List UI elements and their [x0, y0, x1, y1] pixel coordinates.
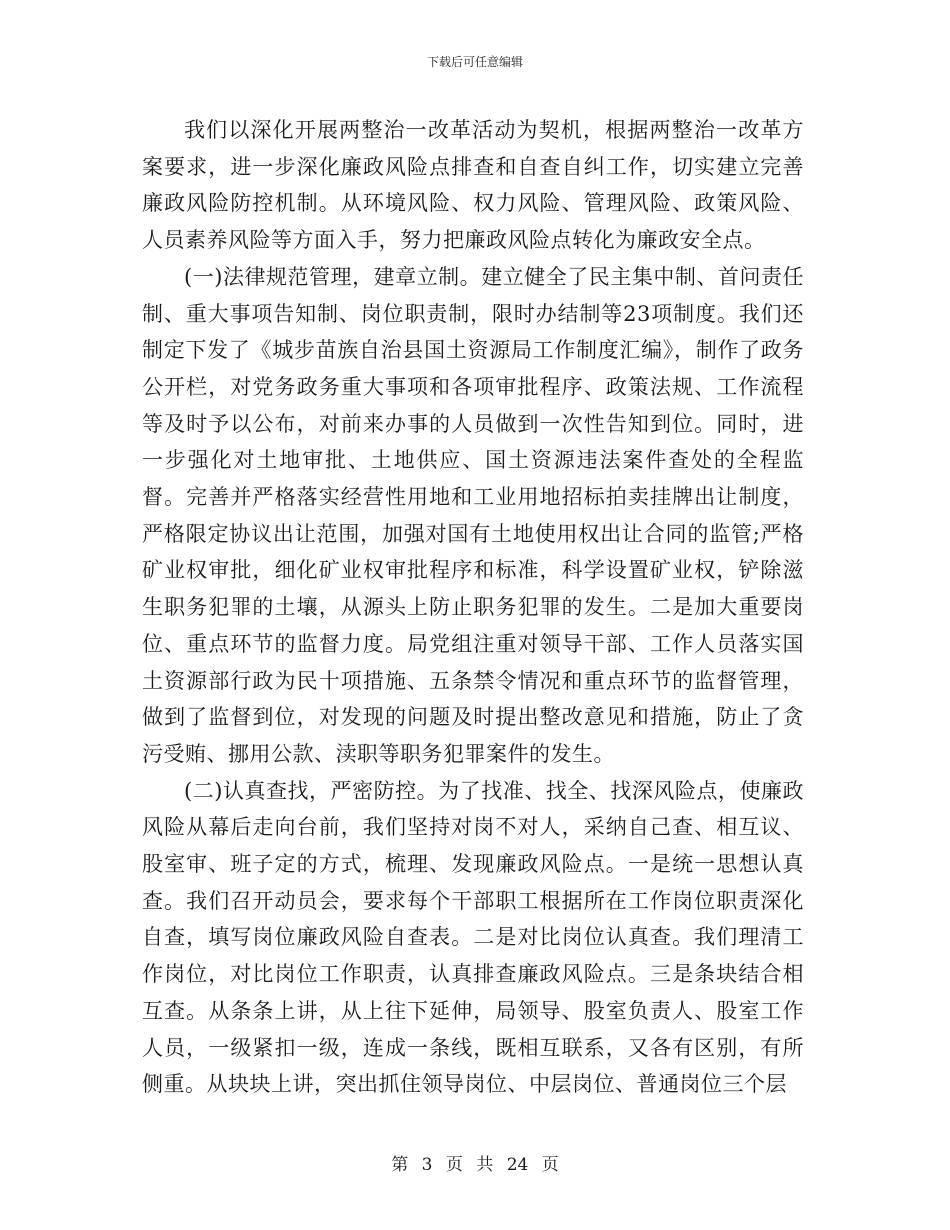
page-prefix: 第: [391, 1155, 409, 1175]
page-word: 页: [445, 1155, 463, 1175]
total-page-count: 24: [506, 1155, 529, 1175]
page-footer: [0, 1154, 950, 1176]
total-prefix: 共: [476, 1155, 494, 1175]
paragraph-intro: 我们以深化开展两整治一改革活动为契机，根据两整治一改革方案要求，进一步深化廉政风险点排查和自查自纠工作，切实建立完善廉政风险防控机制。从环境风险、权力风险、管理风险、政策风险、人员素养风险等方面入手，努力把廉政风险点转化为廉政安全点。: [142, 118, 804, 253]
paragraph-section-2: (二)认真查找，严密防控。为了找准、找全、找深风险点，使廉政风险从幕后走向台前，我们坚持对岗不对人，采纳自己查、相互议、股室审、班子定的方式，梳理、发现廉政风险点。一是统一思想认真查。我们召开动员会，要求每个干部职工根据所在工作岗位职责深化自查，填写岗位廉政风险自查表。二是对比岗位认真查。我们理清工作岗位，对比岗位工作职责，认真排查廉政风险点。三是条块结合相互查。从条条上讲，从上往下延伸，局领导、股室负责人、股室工作人员，一级紧扣一级，连成一条线，既相互联系，又各有区别，有所侧重。从块块上讲，突出抓住领导岗位、中层岗位、普通岗位三个层: [142, 778, 804, 1097]
page-header: 下载后可任意编辑: [426, 55, 523, 69]
document-body: [142, 112, 804, 1103]
paragraph-section-1: (一)法律规范管理，建章立制。建立健全了民主集中制、首问责任制、重大事项告知制、岗位职责制，限时办结制等23项制度。我们还制定下发了《城步苗族自治县国土资源局工作制度汇编》，制作了政务公开栏，对党务政务重大事项和各项审批程序、政策法规、工作流程等及时予以公布，对前来办事的人员做到一次性告知到位。同时，进一步强化对土地审批、土地供应、国土资源违法案件查处的全程监督。完善并严格落实经营性用地和工业用地招标拍卖挂牌出让制度，严格限定协议出让范围，加强对国有土地使用权出让合同的监管;严格矿业权审批，细化矿业权审批程序和标准，科学设置矿业权，铲除滋生职务犯罪的土壤，从源头上防止职务犯罪的发生。二是加大重要岗位、重点环节的监督力度。局党组注重对领导干部、工作人员落实国土资源部行政为民十项措施、五条禁令情况和重点环节的监督管理，做到了监督到位，对发现的问题及时提出整改意见和措施，防止了贪污受贿、挪用公款、渎职等职务犯罪案件的发生。: [142, 264, 804, 766]
current-page-number: 3: [421, 1155, 433, 1175]
total-suffix: 页: [541, 1155, 559, 1175]
